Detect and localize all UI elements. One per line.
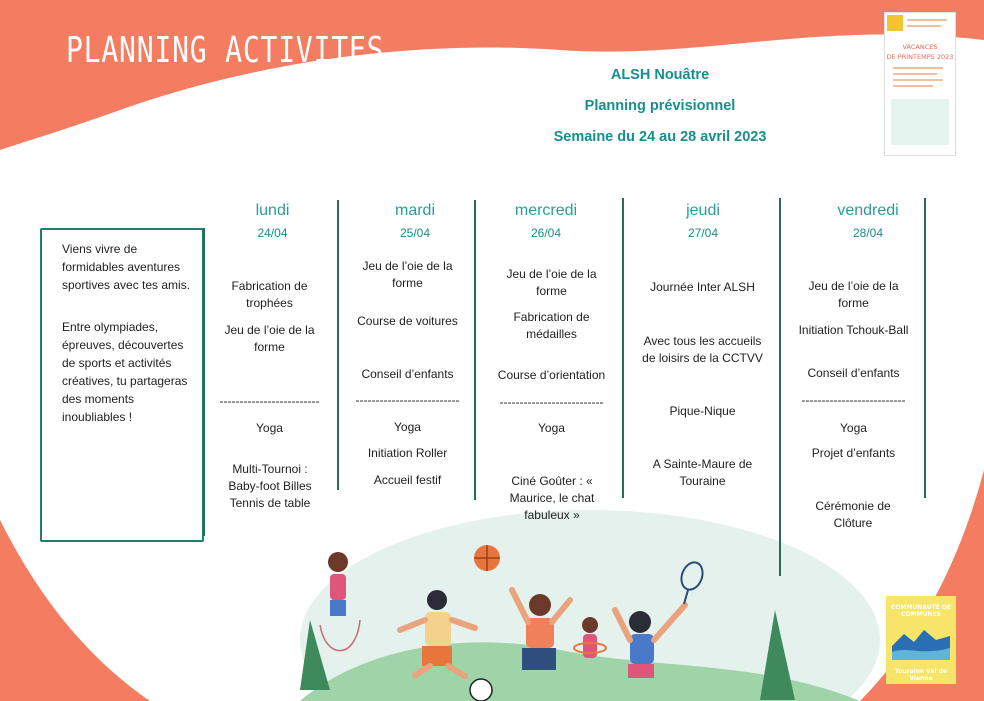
activity: Initiation Roller [367, 446, 448, 460]
separator: -------------------------- [801, 393, 906, 407]
day-date: 27/04 [687, 226, 719, 240]
activity: Course de voitures [357, 314, 458, 328]
intro-paragraph-1: Viens vivre de formidables aventures sportives avec tes amis. [62, 242, 191, 292]
logo-landscape-icon [892, 626, 950, 660]
activity: Course d’orientation [497, 368, 606, 382]
poster-illustration [891, 99, 949, 145]
day-header-jeudi [643, 202, 763, 240]
day-header-mardi [355, 202, 475, 240]
day-name: lundi [255, 202, 290, 219]
day-date: 24/04 [257, 226, 288, 240]
activity: Conseil d’enfants [807, 366, 900, 380]
bottom-left-wave [0, 520, 150, 701]
poster-logo-icon [887, 15, 903, 31]
day-name: mercredi [514, 202, 578, 219]
activity: Yoga [394, 420, 421, 434]
day-date: 28/04 [852, 226, 884, 240]
poster-title-line1: VACANCES [902, 43, 938, 51]
header-week-range: Semaine du 24 au 28 avril 2023 [553, 129, 767, 145]
activity: Yoga [256, 421, 283, 435]
day-header-vendredi [808, 202, 928, 240]
kids-illustration [300, 510, 880, 701]
activity: Fabrication de médailles [513, 310, 590, 341]
logo-top-text: COMMUNAUTÉ DE COMMUNES [890, 604, 952, 618]
activity: Jeu de l’oie de la forme [808, 279, 899, 310]
activity: Ciné Goûter : « Maurice, le chat fabuleux » [509, 474, 595, 522]
separator: -------------------------- [499, 395, 604, 409]
activity: Conseil d’enfants [361, 367, 454, 381]
day-header-mercredi [486, 202, 606, 240]
day-name: vendredi [837, 202, 899, 219]
activity: Yoga [538, 421, 565, 435]
activity: Jeu de l’oie de la forme [362, 259, 453, 290]
column-divider [474, 200, 476, 500]
activity: Fabrication de trophées [231, 279, 308, 310]
activity: Projet d’enfants [811, 446, 896, 460]
day-date: 26/04 [530, 226, 562, 240]
activity: Cérémonie de Clôture [815, 499, 891, 530]
intro-box [40, 228, 204, 542]
activity: Initiation Tchouk-Ball [798, 323, 909, 337]
activity: Avec tous les accueils de loisirs de la CCTVV [642, 334, 763, 365]
activity: Jeu de l’oie de la forme [224, 323, 315, 354]
activity: Multi-Tournoi : Baby-foot Billes Tennis de table [228, 462, 312, 510]
activity: Journée Inter ALSH [650, 280, 755, 294]
separator: ------------------------- [219, 394, 320, 408]
community-logo [886, 596, 956, 684]
day-header-lundi [215, 202, 330, 240]
activity: A Sainte-Maure de Touraine [652, 457, 753, 488]
header-planning-label: Planning prévisionnel [584, 98, 736, 114]
column-divider [779, 198, 781, 576]
activity: Jeu de l’oie de la forme [506, 267, 597, 298]
logo-bottom-text: Touraine Val de Vienne [894, 668, 948, 682]
day-name: jeudi [686, 202, 720, 219]
column-divider [203, 228, 205, 536]
top-wave [0, 0, 984, 150]
poster-title-line2: DE PRINTEMPS 2023 [886, 53, 954, 61]
column-divider [924, 198, 926, 498]
poster-thumbnail [884, 12, 956, 156]
activity: Accueil festif [373, 473, 442, 487]
column-divider [622, 198, 624, 498]
activity: Pique-Nique [669, 404, 736, 418]
day-name: mardi [394, 202, 435, 219]
page-title: PLANNING ACTIVITES [66, 30, 385, 71]
separator: -------------------------- [355, 393, 460, 407]
column-divider [337, 200, 339, 490]
activity: Yoga [840, 421, 867, 435]
intro-paragraph-2: Entre olympiades, épreuves, découvertes de sports et activités créatives, tu partageras des moments inoubliables ! [62, 320, 188, 424]
header-center-name: ALSH Nouâtre [610, 67, 710, 83]
day-date: 25/04 [399, 226, 431, 240]
